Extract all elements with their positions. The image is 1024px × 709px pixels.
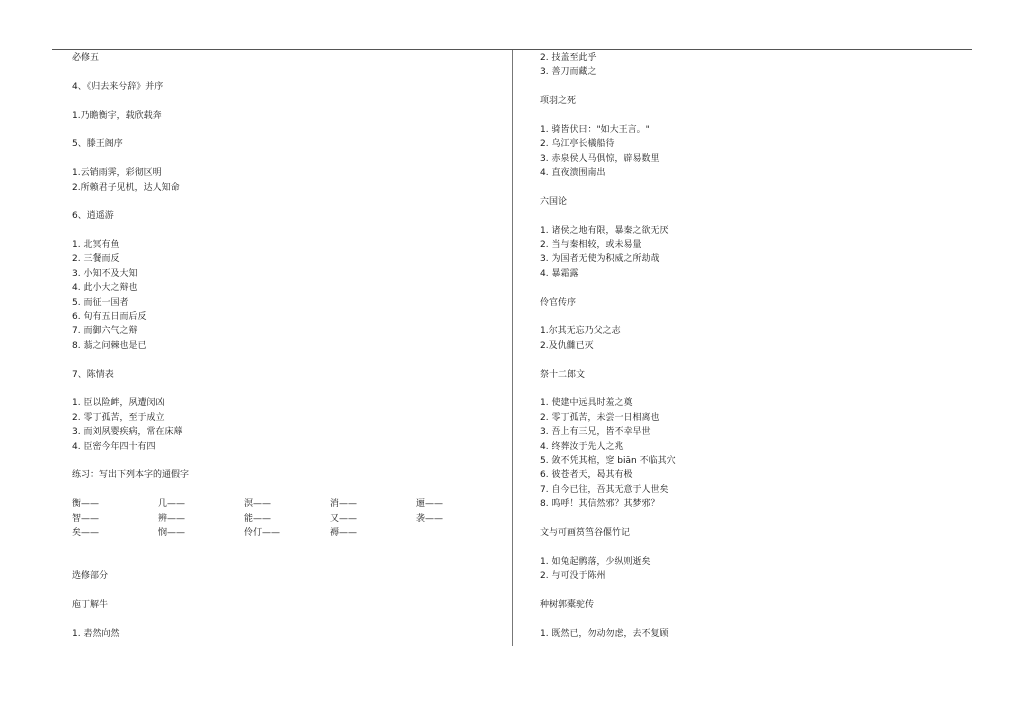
text-line: 4. 此小大之辩也 bbox=[72, 283, 138, 294]
blank-line bbox=[72, 94, 502, 108]
column-divider bbox=[512, 50, 513, 646]
text-line: 2. 零丁孤苦，至于成立 bbox=[72, 412, 165, 423]
exercise-grid bbox=[72, 497, 502, 540]
text-line: 1. 使建中远具时羞之奠 bbox=[540, 398, 633, 409]
text-line: 3. 而刘夙婴疾病，常在床蓐 bbox=[72, 427, 183, 438]
text-line: 3. 吾上有三兄，皆不幸早世 bbox=[540, 427, 651, 438]
text-line: 练习：写出下列本字的通假字 bbox=[72, 470, 190, 481]
blank-line bbox=[72, 483, 502, 497]
text-line: 1. 臣以险衅，夙遭闵凶 bbox=[72, 398, 165, 409]
text-line: 4. 暴霜露 bbox=[540, 268, 579, 279]
text-line: 4. 直夜溃围南出 bbox=[540, 168, 606, 179]
text-line: 庖丁解牛 bbox=[72, 599, 109, 610]
blank-line bbox=[72, 123, 502, 137]
exercise-cell: 溟—— bbox=[244, 499, 272, 510]
text-line: 2. 零丁孤苦，未尝一日相离也 bbox=[540, 412, 660, 423]
text-line: 3. 善刀而藏之 bbox=[540, 67, 597, 78]
text-line: 1.尔其无忘乃父之志 bbox=[540, 326, 621, 337]
exercise-cell: 消—— bbox=[330, 499, 358, 510]
text-line: 2. 三餐而反 bbox=[72, 254, 120, 265]
blank-line bbox=[72, 65, 502, 79]
exercise-cell: 几—— bbox=[158, 499, 186, 510]
blank-line bbox=[72, 382, 502, 396]
text-line: 6. 旬有五日而后反 bbox=[72, 312, 147, 323]
text-line: 7. 而御六气之辩 bbox=[72, 326, 138, 337]
exercise-cell: 又—— bbox=[330, 513, 358, 524]
text-line: 6、逍遥游 bbox=[72, 211, 114, 222]
text-line: 8. 呜呼！其信然邪？其梦邪？ bbox=[540, 499, 660, 510]
text-line: 1. 诸侯之地有限，暴秦之欲无厌 bbox=[540, 225, 669, 236]
text-line: 8. 蓊之问棘也是已 bbox=[72, 340, 147, 351]
text-line: 2. 与可没于陈州 bbox=[540, 571, 606, 582]
text-line: 4. 臣密今年四十有四 bbox=[72, 441, 156, 452]
exercise-cell: 悯—— bbox=[158, 527, 186, 538]
left-column bbox=[72, 51, 502, 641]
exercise-cell: 能—— bbox=[244, 513, 272, 524]
blank-line bbox=[540, 281, 970, 295]
blank-line bbox=[540, 109, 970, 123]
blank-line bbox=[72, 224, 502, 238]
text-line: 7、陈情表 bbox=[72, 369, 114, 380]
text-line: 2.所赖君子见机，达人知命 bbox=[72, 182, 180, 193]
blank-line bbox=[540, 512, 970, 526]
exercise-cell: 衡—— bbox=[72, 499, 100, 510]
blank-line bbox=[72, 583, 502, 597]
exercise-row bbox=[72, 526, 502, 540]
text-line: 1. 北冥有鱼 bbox=[72, 240, 120, 251]
text-line: 6. 彼苍者天，曷其有极 bbox=[540, 470, 633, 481]
text-line: 六国论 bbox=[540, 196, 568, 207]
exercise-cell: 袭—— bbox=[416, 513, 444, 524]
text-line: 4. 终葬汝于先人之兆 bbox=[540, 441, 624, 452]
exercise-cell: 矣—— bbox=[72, 527, 100, 538]
left-text-block-after bbox=[72, 540, 502, 641]
blank-line bbox=[540, 612, 970, 626]
blank-line bbox=[72, 195, 502, 209]
text-line: 1.云销雨霁，彩彻区明 bbox=[72, 168, 162, 179]
exercise-row bbox=[72, 512, 502, 526]
exercise-cell bbox=[416, 526, 502, 540]
text-line: 祭十二郎文 bbox=[540, 369, 586, 380]
blank-line bbox=[540, 80, 970, 94]
text-line: 1. 砉然向然 bbox=[72, 628, 120, 639]
exercise-cell: 辨—— bbox=[158, 513, 186, 524]
blank-line bbox=[540, 540, 970, 554]
blank-line bbox=[540, 353, 970, 367]
text-line: 1. 骑皆伏曰："如大王言。" bbox=[540, 124, 650, 135]
blank-line bbox=[540, 209, 970, 223]
text-line: 2.及仇雠已灭 bbox=[540, 340, 594, 351]
blank-line bbox=[72, 555, 502, 569]
text-line: 种树郭橐驼传 bbox=[540, 599, 595, 610]
blank-line bbox=[72, 152, 502, 166]
text-line: 选修部分 bbox=[72, 571, 109, 582]
exercise-cell: 智—— bbox=[72, 513, 100, 524]
exercise-row bbox=[72, 497, 502, 511]
text-line: 5. 敛不凭其棺，窆 biān 不临其穴 bbox=[540, 455, 676, 466]
text-line: 1. 既然已，勿动勿虑，去不复顾 bbox=[540, 628, 669, 639]
text-line: 2. 乌江亭长檥船待 bbox=[540, 139, 615, 150]
text-line: 5、滕王阁序 bbox=[72, 139, 123, 150]
text-line: 2. 技盖至此乎 bbox=[540, 53, 597, 63]
text-line: 5. 而征一国者 bbox=[72, 297, 129, 308]
text-line: 7. 自今已往，吾其无意于人世矣 bbox=[540, 484, 669, 495]
text-line: 1. 如兔起鹘落，少纵则逝矣 bbox=[540, 556, 651, 567]
text-line: 3. 小知不及大知 bbox=[72, 268, 138, 279]
blank-line bbox=[72, 454, 502, 468]
left-text-block bbox=[72, 51, 502, 497]
exercise-cell: 逦—— bbox=[416, 499, 444, 510]
text-line: 2. 当与秦相较，或未易量 bbox=[540, 240, 642, 251]
text-line: 伶官传序 bbox=[540, 297, 577, 308]
exercise-cell: 褥—— bbox=[330, 527, 358, 538]
text-line: 3. 为国者无使为积威之所劫哉 bbox=[540, 254, 660, 265]
text-line: 必修五 bbox=[72, 53, 100, 63]
text-line: 3. 赤泉侯人马俱惊，辟易数里 bbox=[540, 153, 660, 164]
blank-line bbox=[72, 612, 502, 626]
blank-line bbox=[540, 583, 970, 597]
text-line: 文与可画筼筜谷偃竹记 bbox=[540, 527, 631, 538]
blank-line bbox=[540, 181, 970, 195]
blank-line bbox=[540, 382, 970, 396]
blank-line bbox=[72, 540, 502, 554]
exercise-cell: 伶仃—— bbox=[244, 527, 281, 538]
text-line: 4、《归去来兮辞》并序 bbox=[72, 81, 164, 92]
blank-line bbox=[72, 353, 502, 367]
blank-line bbox=[540, 310, 970, 324]
right-column bbox=[540, 51, 970, 641]
text-line: 1.乃瞻衡宇，载欣载奔 bbox=[72, 110, 162, 121]
right-text-block bbox=[540, 51, 970, 641]
text-line: 项羽之死 bbox=[540, 96, 577, 107]
